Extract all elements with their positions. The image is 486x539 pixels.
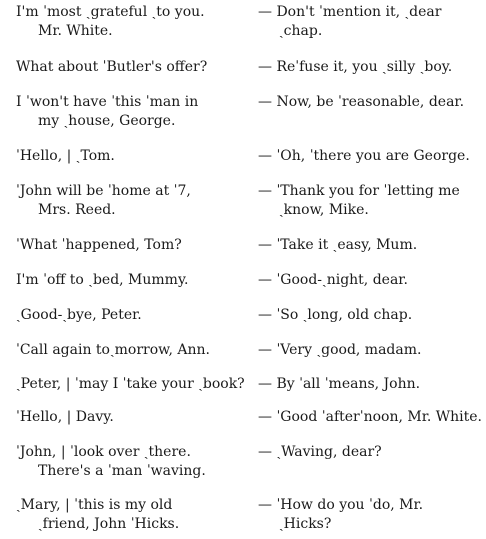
prompt-line: I ˈwon't have ˈthis ˈman in [16, 94, 199, 110]
response-line: ˏknow, Mike. [279, 202, 369, 218]
prompt-text [16, 375, 254, 394]
response-line: — ˈTake it ˏeasy, Mum. [258, 237, 418, 253]
response-text [258, 271, 484, 290]
response-text [258, 236, 484, 255]
prompt-line: ˏMary, | ˈthis is my old [16, 497, 173, 513]
response-line: ˏchap. [279, 23, 323, 39]
response-text [258, 93, 484, 112]
prompt-line: ˏPeter, | ˈmay I ˈtake your ˏbook? [16, 376, 245, 392]
response-text [258, 341, 484, 360]
prompt-line: ˈCall again toˏmorrow, Ann. [16, 342, 210, 358]
response-line: — ˈVery ˏgood, madam. [258, 342, 422, 358]
response-line: — ˈOh, ˈthere you are George. [258, 148, 470, 164]
response-line: — ˈGood ˈafterˈnoon, Mr. White. [258, 409, 483, 425]
prompt-text [16, 236, 254, 255]
prompt-line: ˈHello, | Davy. [16, 409, 114, 425]
prompt-line: ˈHello, | ˏTom. [16, 148, 115, 164]
prompt-line: ˈJohn will be ˈhome at ˈ7, [16, 183, 191, 199]
prompt-text [16, 93, 254, 131]
prompt-line: There's a ˈman ˈwaving. [38, 463, 206, 479]
prompt-text [16, 3, 254, 41]
response-text [258, 58, 484, 77]
prompt-text [16, 271, 254, 290]
prompt-line: ˏfriend, John ˈHicks. [38, 516, 180, 532]
prompt-line: What about ˈButler's offer? [16, 59, 208, 75]
response-line: — ˏWaving, dear? [258, 444, 382, 460]
response-text [258, 182, 484, 220]
response-text [258, 3, 484, 41]
prompt-line: ˏGood-ˏbye, Peter. [16, 307, 142, 323]
response-line: — Now, be ˈreasonable, dear. [258, 94, 465, 110]
response-line: — Reˈfuse it, you ˏsilly ˏboy. [258, 59, 453, 75]
prompt-line: Mr. White. [38, 23, 113, 39]
response-text [258, 408, 484, 427]
prompt-text [16, 408, 254, 427]
response-line: — ˈGood-ˏnight, dear. [258, 272, 408, 288]
prompt-line: my ˏhouse, George. [38, 113, 176, 129]
response-line: ˏHicks? [279, 516, 332, 532]
response-text [258, 375, 484, 394]
response-text [258, 496, 484, 534]
prompt-text [16, 58, 254, 77]
prompt-line: Mrs. Reed. [38, 202, 116, 218]
response-text [258, 147, 484, 166]
prompt-line: ˈWhat ˈhappened, Tom? [16, 237, 182, 253]
response-line: — By ˈall ˈmeans, John. [258, 376, 421, 392]
response-line: — ˈThank you for ˈletting me [258, 183, 460, 199]
prompt-text [16, 306, 254, 325]
prompt-text [16, 341, 254, 360]
prompt-line: I'm ˈoff to ˏbed, Mummy. [16, 272, 189, 288]
prompt-line: I'm ˈmost ˏgrateful ˏto you. [16, 4, 205, 20]
prompt-line: ˈJohn, | ˈlook over ˏthere. [16, 444, 191, 460]
response-line: — ˈHow do you ˈdo, Mr. [258, 497, 424, 513]
prompt-text [16, 443, 254, 481]
response-text [258, 306, 484, 325]
response-text [258, 443, 484, 462]
response-line: — ˈSo ˏlong, old chap. [258, 307, 413, 323]
prompt-text [16, 182, 254, 220]
prompt-text [16, 496, 254, 534]
prompt-text [16, 147, 254, 166]
response-line: — Don't ˈmention it, ˏdear [258, 4, 442, 20]
